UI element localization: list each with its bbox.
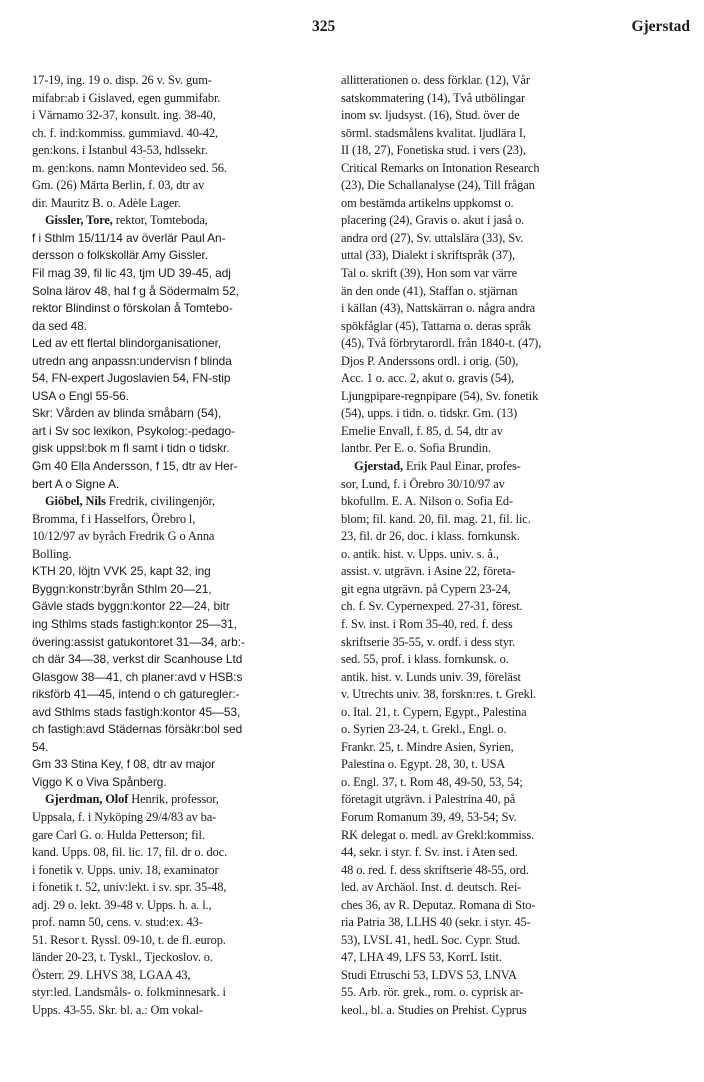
right-column-line: sor, Lund, f. i Örebro 30/10/97 av bbox=[341, 476, 505, 491]
right-column-line: keol., bl. a. Studies on Prehist. Cyprus bbox=[341, 1002, 527, 1017]
right-column-line: sed. 55, prof. i klass. fornkunsk. o. bbox=[341, 652, 509, 667]
right-column-line: skriftserie 35-55, v. ordf. i dess styr. bbox=[341, 634, 516, 649]
left-column-line: avd Sthlms stads fastigh:kontor 45—53, bbox=[32, 704, 241, 719]
right-column-line: 47, LHA 49, LFS 53, KorrL Istit. bbox=[341, 950, 502, 965]
left-column-line: Uppsala, f. i Nyköping 29/4/83 av ba- bbox=[32, 809, 217, 824]
left-column-line: länder 20-23, t. Tyskl., Tjeckoslov. o. bbox=[32, 950, 213, 965]
right-column-line: Acc. 1 o. acc. 2, akut o. gravis (54), bbox=[341, 371, 515, 386]
left-column-line: 51. Resor t. Ryssl. 09-10, t. de fl. europ. bbox=[32, 932, 226, 947]
right-column-line: ch. f. Sv. Cypernexped. 27-31, förest. bbox=[341, 599, 523, 614]
left-column-line: riksförb 41—45, intend o ch gaturegler:- bbox=[32, 687, 240, 702]
right-column-line: led. av Archäol. Inst. d. deutsch. Rei- bbox=[341, 880, 522, 895]
left-column-line: utredn ang anpassn:undervisn f blinda bbox=[32, 353, 232, 368]
left-column-line: kand. Upps. 08, fil. lic. 17, fil. dr o. doc. bbox=[32, 845, 228, 860]
right-column-line: Tal o. skrift (39), Hon som var värre bbox=[341, 266, 518, 281]
right-column-line: Forum Romanum 39, 49, 53-54; Sv. bbox=[341, 809, 517, 824]
right-column-line: assist. v. utgrävn. i Asine 22, företa- bbox=[341, 564, 516, 579]
left-column-line: gisk uppsl:bok m fl samt i tidn o tidskr. bbox=[32, 441, 230, 456]
right-column-line: uttal (33), Dialekt i skriftspråk (37), bbox=[341, 248, 515, 263]
left-column-line: prof. namn 50, cens. v. stud:ex. 43- bbox=[32, 915, 203, 930]
left-column-line: Gjerdman, Olof Henrik, professor, bbox=[45, 792, 219, 807]
left-column-line: övering:assist gatukontoret 31—34, arb:- bbox=[32, 634, 245, 649]
left-column bbox=[32, 72, 349, 1020]
left-column-line: f i Sthlm 15/11/14 av överlär Paul An- bbox=[32, 230, 226, 245]
left-column-line: Upps. 43-55. Skr. bl. a.: Om vokal- bbox=[32, 1002, 203, 1017]
left-column-line: rektor Blindinst o förskolan å Tomtebo- bbox=[32, 301, 233, 316]
left-column-line: mifabr:ab i Gislaved, egen gummifabr. bbox=[32, 90, 221, 105]
right-column-line: Critical Remarks on Intonation Research bbox=[341, 160, 540, 175]
right-column-line: Ljungpipare-regnpipare (54), Sv. fonetik bbox=[341, 388, 539, 403]
right-column-line: II (18, 27), Fonetiska stud. i vers (23), bbox=[341, 143, 526, 158]
right-column-line: antik. hist. v. Lunds univ. 39, föreläst bbox=[341, 669, 521, 684]
right-column-line: o. Engl. 37, t. Rom 48, 49-50, 53, 54; bbox=[341, 774, 523, 789]
right-column-line: lantbr. Per E. o. Sofia Brundin. bbox=[341, 441, 491, 456]
left-column-line: KTH 20, löjtn VVK 25, kapt 32, ing bbox=[32, 564, 211, 579]
left-column-line: 17-19, ing. 19 o. disp. 26 v. Sv. gum- bbox=[32, 73, 212, 87]
left-column-line: USA o Engl 55-56. bbox=[32, 388, 129, 403]
right-column-line: inom sv. ljudsyst. (16), Stud. över de bbox=[341, 108, 520, 123]
right-column-line: Frankr. 25, t. Mindre Asien, Syrien, bbox=[341, 739, 514, 754]
left-column-line: da sed 48. bbox=[32, 318, 88, 333]
right-column-line: (45), Två förbrytarordl. från 1840-t. (47), bbox=[341, 336, 542, 351]
left-column-line: Led av ett flertal blindorganisationer, bbox=[32, 336, 222, 351]
right-column-line: 23, fil. dr 26, doc. i klass. fornkunsk. bbox=[341, 529, 520, 544]
left-column-line: Gm. (26) Märta Berlin, f. 03, dtr av bbox=[32, 178, 205, 193]
left-column-line: Giöbel, Nils Fredrik, civilingenjör, bbox=[45, 494, 216, 509]
right-column-line: o. Syrien 23-24, t. Grekl., Engl. o. bbox=[341, 722, 507, 737]
right-column-line: bkofullm. E. A. Nilson o. Sofia Ed- bbox=[341, 494, 514, 509]
left-column-line: Bromma, f i Hasselfors, Örebro l, bbox=[32, 511, 196, 526]
right-column-line: ria Patria 38, LLHS 40 (sekr. i styr. 45- bbox=[341, 915, 531, 930]
left-column-line: Skr: Vården av blinda småbarn (54), bbox=[32, 406, 222, 421]
left-column-line: 54. bbox=[32, 739, 49, 754]
left-column-line: i fonetik v. Upps. univ. 18, examinator bbox=[32, 862, 219, 877]
left-column-line: Gissler, Tore, rektor, Tomteboda, bbox=[45, 213, 208, 228]
left-column-line: Bolling. bbox=[32, 546, 72, 561]
right-column-line: Djos P. Anderssons ordl. i orig. (50), bbox=[341, 353, 519, 368]
left-column-line: i fonetik t. 52, univ:lekt. i sv. spr. 35-48, bbox=[32, 880, 227, 895]
left-column-line: adj. 29 o. lekt. 39-48 v. Upps. h. a. l., bbox=[32, 897, 212, 912]
right-column-line: sörml. stadsmålens kvalitat. ljudlära I, bbox=[341, 125, 526, 140]
right-column-line: 53), LVSL 41, hedL Soc. Cypr. Stud. bbox=[341, 932, 521, 947]
right-column-line: allitterationen o. dess förklar. (12), Vår bbox=[341, 73, 530, 87]
right-column-line: git egna utgrävn. på Cypern 23-24, bbox=[341, 581, 511, 596]
left-column-line: m. gen:kons. namn Montevideo sed. 56. bbox=[32, 160, 227, 175]
left-column-line: gen:kons. i Istanbul 43-53, hdlssekr. bbox=[32, 143, 208, 158]
right-column-line: ches 36, av R. Deputaz. Romana di Sto- bbox=[341, 897, 536, 912]
left-column-line: ing Sthlms stads fastigh:kontor 25—31, bbox=[32, 616, 237, 631]
right-column-line: Palestina o. Egypt. 28, 30, t. USA bbox=[341, 757, 506, 772]
left-column-line: styr:led. Landsmåls- o. folkminnesark. i bbox=[32, 985, 226, 1000]
left-column-line: ch. f. ind:kommiss. gummiavd. 40-42, bbox=[32, 125, 219, 140]
left-column-line: bert A o Signe A. bbox=[32, 476, 120, 491]
page-number: 325 bbox=[312, 18, 336, 35]
left-column-line: Gävle stads byggn:kontor 22—24, bitr bbox=[32, 599, 230, 614]
right-column-line: (54), upps. i tidn. o. tidskr. Gm. (13) bbox=[341, 406, 518, 421]
right-column-line: satskommatering (14), Två utbölingar bbox=[341, 90, 526, 105]
right-column-line: placering (24), Gravis o. akut i jaså o. bbox=[341, 213, 525, 228]
right-column bbox=[341, 72, 658, 1020]
left-column-line: 54, FN-expert Jugoslavien 54, FN-stip bbox=[32, 371, 231, 386]
left-column-line: ch fastigh:avd Städernas försäkr:bol sed bbox=[32, 722, 243, 737]
running-head: Gjerstad bbox=[631, 18, 690, 35]
right-column-line: än den onde (41), Staffan o. stjärnan bbox=[341, 283, 518, 298]
right-column-line: Studi Etruschi 53, LDVS 53, LNVA bbox=[341, 967, 517, 982]
left-column-line: Österr. 29. LHVS 38, LGAA 43, bbox=[32, 967, 191, 982]
left-column-line: Fil mag 39, fil lic 43, tjm UD 39-45, adj bbox=[32, 266, 231, 281]
right-column-line: o. antik. hist. v. Upps. univ. s. å., bbox=[341, 546, 499, 561]
right-column-line: i källan (43), Nattskärran o. några andra bbox=[341, 301, 536, 316]
right-column-line: o. Ital. 21, t. Cypern, Egypt., Palestina bbox=[341, 704, 527, 719]
left-column-line: Solna lärov 48, hal f g å Södermalm 52, bbox=[32, 283, 239, 298]
right-column-line: v. Utrechts univ. 38, forskn:res. t. Grekl. bbox=[341, 687, 537, 702]
left-column-line: ch där 34—38, verkst dir Scanhouse Ltd bbox=[32, 652, 243, 667]
right-column-line: 55. Arb. rör. grek., rom. o. cyprisk ar- bbox=[341, 985, 524, 1000]
left-column-line: gare Carl G. o. Hulda Petterson; fil. bbox=[32, 827, 205, 842]
right-column-line: f. Sv. inst. i Rom 35-40, red. f. dess bbox=[341, 616, 513, 631]
left-column-line: dir. Mauritz B. o. Adèle Lager. bbox=[32, 195, 181, 210]
right-column-line: Gjerstad, Erik Paul Einar, profes- bbox=[354, 459, 521, 474]
right-column-line: om bestämda artikelns uppkomst o. bbox=[341, 195, 514, 210]
right-column-line: spökfåglar (45), Tattarna o. deras språk bbox=[341, 318, 531, 333]
right-column-line: företagit utgrävn. i Palestrina 40, på bbox=[341, 792, 516, 807]
left-column-line: dersson o folkskollär Amy Gissler. bbox=[32, 248, 209, 263]
right-column-line: blom; fil. kand. 20, fil. mag. 21, fil. lic. bbox=[341, 511, 531, 526]
right-column-line: 44, sekr. i styr. f. Sv. inst. i Aten sed. bbox=[341, 845, 518, 860]
left-column-line: art i Sv soc lexikon, Psykolog:-pedago- bbox=[32, 423, 235, 438]
left-column-line: 10/12/97 av byråch Fredrik G o Anna bbox=[32, 529, 215, 544]
right-column-line: 48 o. red. f. dess skriftserie 48-55, ord. bbox=[341, 862, 529, 877]
right-column-line: Emelie Envall, f. 85, d. 54, dtr av bbox=[341, 423, 503, 438]
left-column-line: Glasgow 38—41, ch planer:avd v HSB:s bbox=[32, 669, 243, 684]
left-column-line: Byggn:konstr:byrån Sthlm 20—21, bbox=[32, 581, 212, 596]
left-column-line: Viggo K o Viva Spånberg. bbox=[32, 774, 167, 789]
right-column-line: RK delegat o. medl. av Grekl:kommiss. bbox=[341, 827, 535, 842]
right-column-line: (23), Die Schallanalyse (24), Till frågan bbox=[341, 178, 535, 193]
right-column-line: andra ord (27), Sv. uttalslära (33), Sv. bbox=[341, 230, 524, 245]
left-column-line: i Värnamo 32-37, konsult. ing. 38-40, bbox=[32, 108, 216, 123]
left-column-line: Gm 33 Stina Key, f 08, dtr av major bbox=[32, 757, 216, 772]
left-column-line: Gm 40 Ella Andersson, f 15, dtr av Her- bbox=[32, 459, 238, 474]
